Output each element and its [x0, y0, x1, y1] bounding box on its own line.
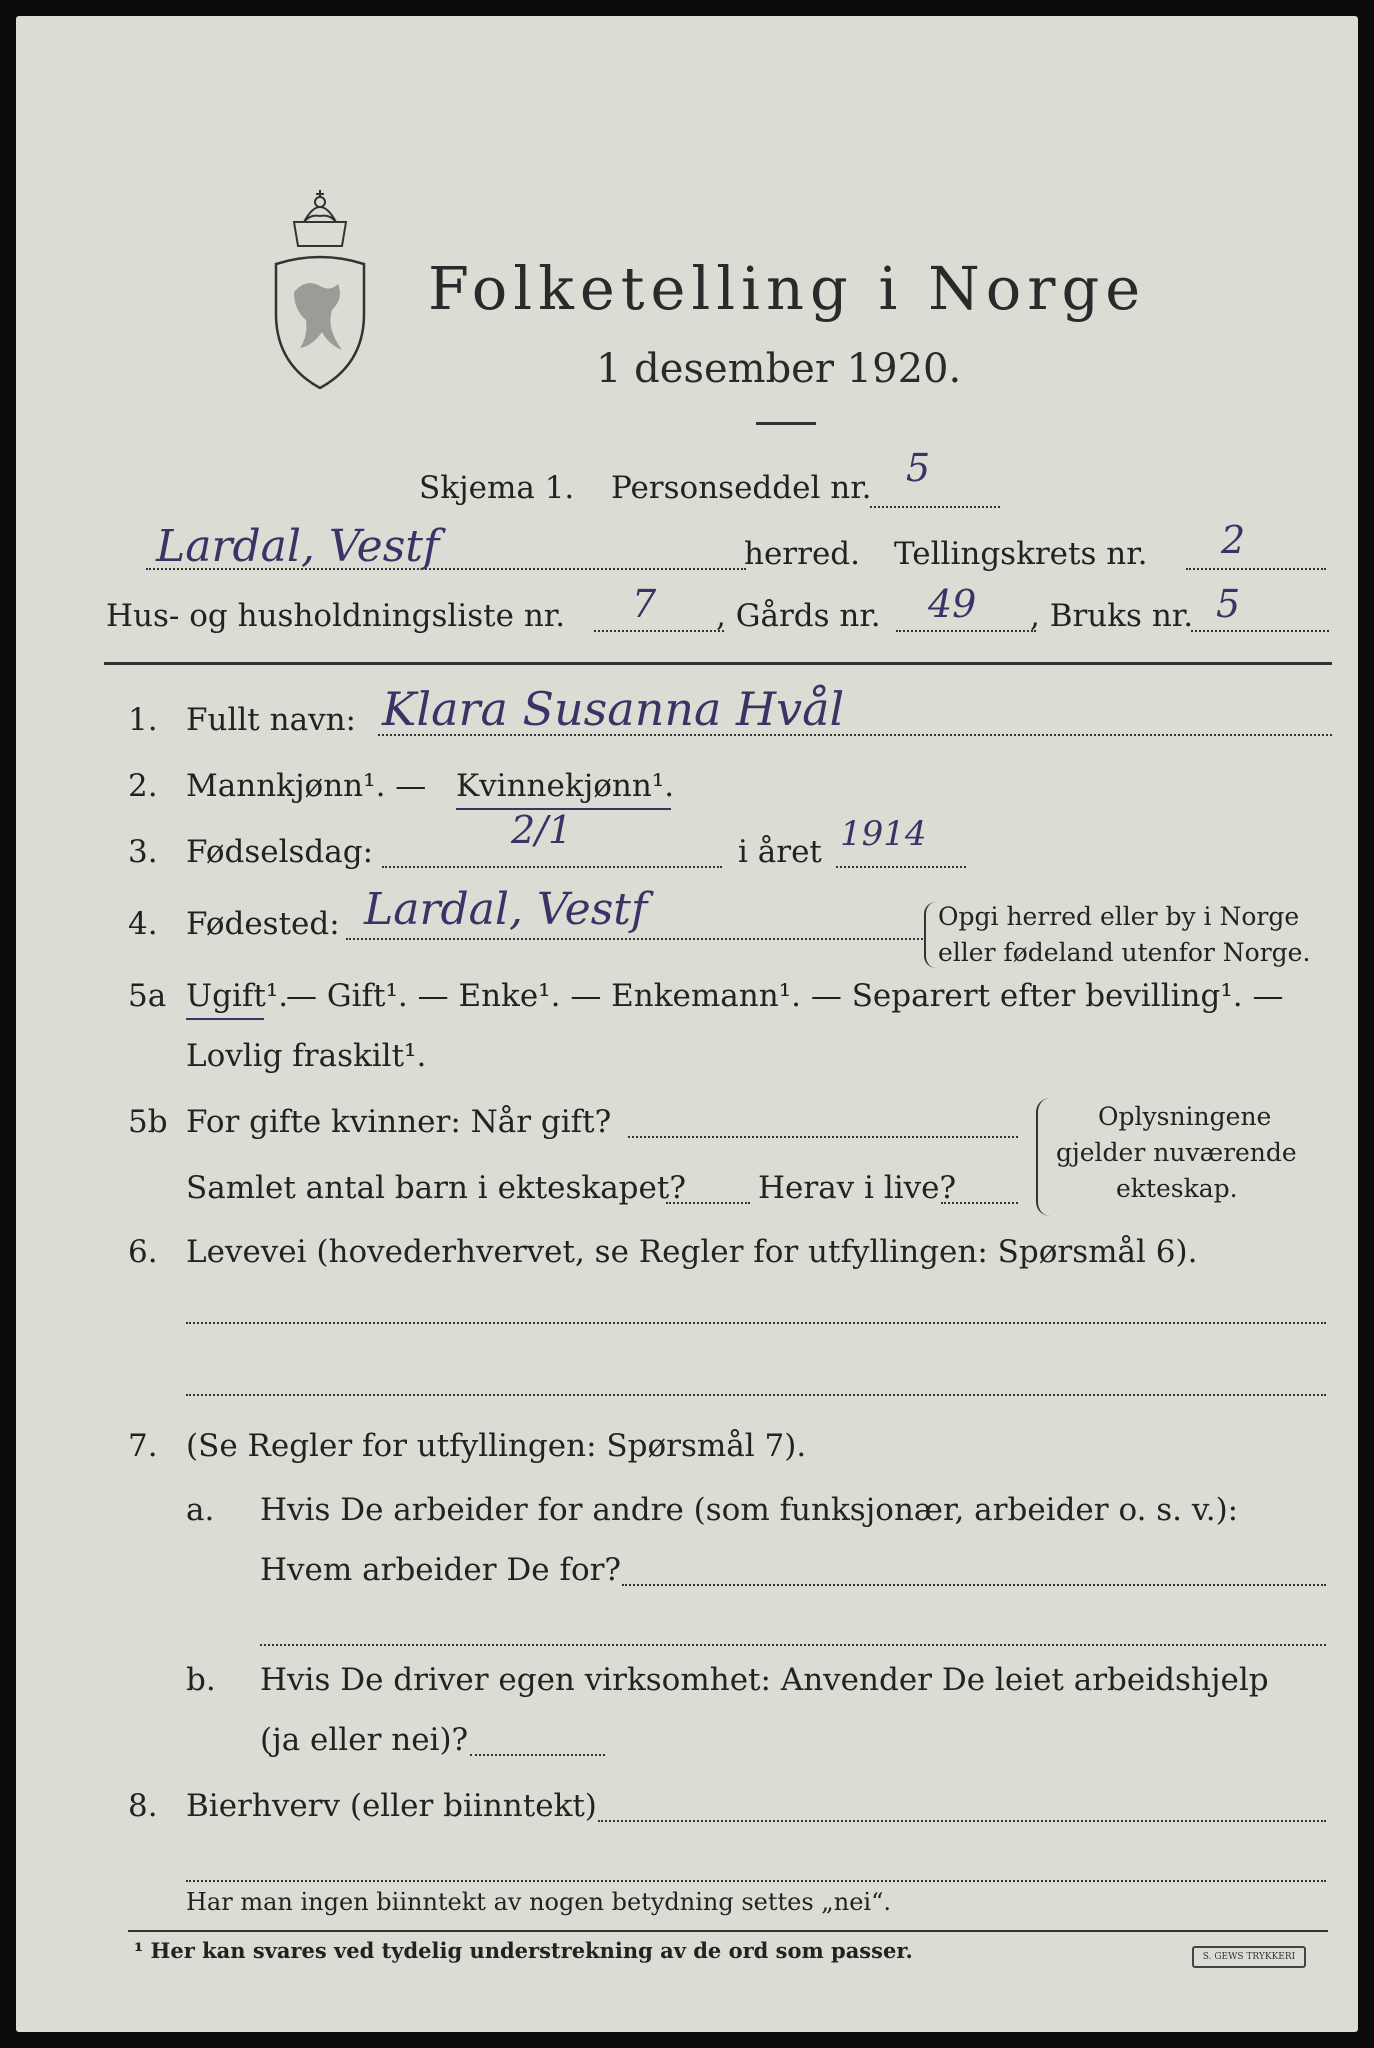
q4-line [346, 938, 926, 940]
personseddel-value: 5 [906, 446, 931, 490]
q5b-line2-alive: Herav i live? [758, 1170, 957, 1206]
schema-label: Skjema 1. [419, 470, 575, 506]
hus-line [594, 630, 724, 632]
gards-label: , Gårds nr. [716, 598, 881, 634]
bruks-value: 5 [1216, 582, 1241, 626]
q8-answer-line-1 [598, 1820, 1326, 1822]
q2-label-male: Mannkjønn¹. — [186, 768, 427, 804]
q5a-underline [186, 1018, 264, 1020]
q1-label: Fullt navn: [186, 702, 356, 738]
q5b-children-line [666, 1202, 750, 1204]
q1-value: Klara Susanna Hvål [382, 682, 845, 736]
q7a-answer-line-2 [260, 1644, 1326, 1646]
q5b-note-line2: gjelder nuværende [1056, 1138, 1297, 1167]
footnote-separator [128, 1930, 1328, 1932]
q5a-ugift: Ugift¹. [186, 978, 289, 1014]
q8-number: 8. [128, 1788, 158, 1824]
herred-value: Lardal, Vestf [156, 521, 440, 572]
q3-label: Fødselsdag: [186, 834, 374, 870]
q3-year-line [836, 866, 966, 868]
q7-number: 7. [128, 1428, 158, 1464]
gards-line [896, 630, 1036, 632]
q6-number: 6. [128, 1234, 158, 1270]
tellingskrets-line [1186, 568, 1326, 570]
q5a-options: — Gift¹. — Enke¹. — Enkemann¹. — Separert efter bevilling¹. — [286, 978, 1284, 1014]
q6-answer-line-1 [186, 1322, 1326, 1324]
q7a-line2: Hvem arbeider De for? [260, 1552, 622, 1588]
q3-year-label: i året [738, 834, 822, 870]
herred-label: herred. [744, 536, 860, 572]
q4-label: Fødested: [186, 906, 340, 942]
coat-of-arms-icon [264, 182, 376, 398]
q5b-line2-children: Samlet antal barn i ekteskapet? [186, 1170, 686, 1206]
q4-note-brace [924, 902, 936, 968]
q5b-alive-line [941, 1202, 1018, 1204]
census-form-sheet [16, 16, 1358, 2032]
bruks-label: , Bruks nr. [1030, 598, 1194, 634]
q7a-label: Hvis De arbeider for andre (som funksjonær, arbeider o. s. v.): [260, 1492, 1239, 1528]
form-title: Folketelling i Norge [428, 254, 1147, 323]
q7a-letter: a. [186, 1492, 215, 1528]
title-divider [756, 422, 816, 425]
q1-number: 1. [128, 702, 158, 738]
q7b-label: Hvis De driver egen virksomhet: Anvender De leiet arbeidshjelp [260, 1662, 1269, 1698]
q7-label: (Se Regler for utfyllingen: Spørsmål 7). [186, 1428, 807, 1464]
q5b-note-brace [1036, 1098, 1050, 1216]
q8-answer-line-2 [186, 1880, 1326, 1882]
q5b-note-line3: ekteskap. [1116, 1174, 1238, 1203]
q5a-number: 5a [128, 978, 167, 1014]
q5a-line2: Lovlig fraskilt¹. [186, 1038, 427, 1074]
q7b-line2: (ja eller nei)? [260, 1722, 469, 1758]
tellingskrets-value: 2 [1221, 518, 1246, 562]
printer-stamp [1192, 1946, 1306, 1968]
q4-note-line1: Opgi herred eller by i Norge [938, 902, 1300, 931]
q6-label: Levevei (hovederhvervet, se Regler for utfyllingen: Spørsmål 6). [186, 1234, 1198, 1270]
q5b-line [628, 1136, 1018, 1138]
q3-number: 3. [128, 834, 158, 870]
q7a-answer-line-1 [622, 1584, 1326, 1586]
q3-value: 2/1 [511, 808, 573, 852]
personseddel-label: Personseddel nr. [611, 470, 872, 506]
header-separator [104, 662, 1332, 665]
q4-value: Lardal, Vestf [364, 884, 648, 935]
q8-note: Har man ingen biinntekt av nogen betydning settes „nei“. [186, 1888, 891, 1916]
q5b-note-line1: Oplysningene [1098, 1102, 1272, 1131]
q2-label-female: Kvinnekjønn¹. [456, 768, 675, 804]
q4-note-line2: eller fødeland utenfor Norge. [938, 938, 1311, 967]
q7b-answer-line [470, 1754, 605, 1756]
q5b-number: 5b [128, 1104, 168, 1140]
hus-value: 7 [632, 582, 657, 626]
q5b-label: For gifte kvinner: Når gift? [186, 1104, 612, 1140]
q4-number: 4. [128, 906, 158, 942]
personseddel-line [870, 506, 1000, 508]
bruks-line [1191, 630, 1329, 632]
hus-label: Hus- og husholdningsliste nr. [106, 598, 566, 634]
printer-stamp-text: S. GEWS TRYKKERI [1202, 1952, 1296, 1962]
tellingskrets-label: Tellingskrets nr. [894, 536, 1148, 572]
gards-value: 49 [928, 582, 977, 626]
q6-answer-line-2 [186, 1394, 1326, 1396]
q8-label: Bierhverv (eller biinntekt) [186, 1788, 597, 1824]
q3-year-value: 1914 [840, 814, 927, 854]
footnote: ¹ Her kan svares ved tydelig understrekning av de ord som passer. [134, 1938, 913, 1963]
q2-number: 2. [128, 768, 158, 804]
q3-line [382, 866, 722, 868]
q7b-letter: b. [186, 1662, 216, 1698]
census-date: 1 desember 1920. [596, 346, 962, 392]
